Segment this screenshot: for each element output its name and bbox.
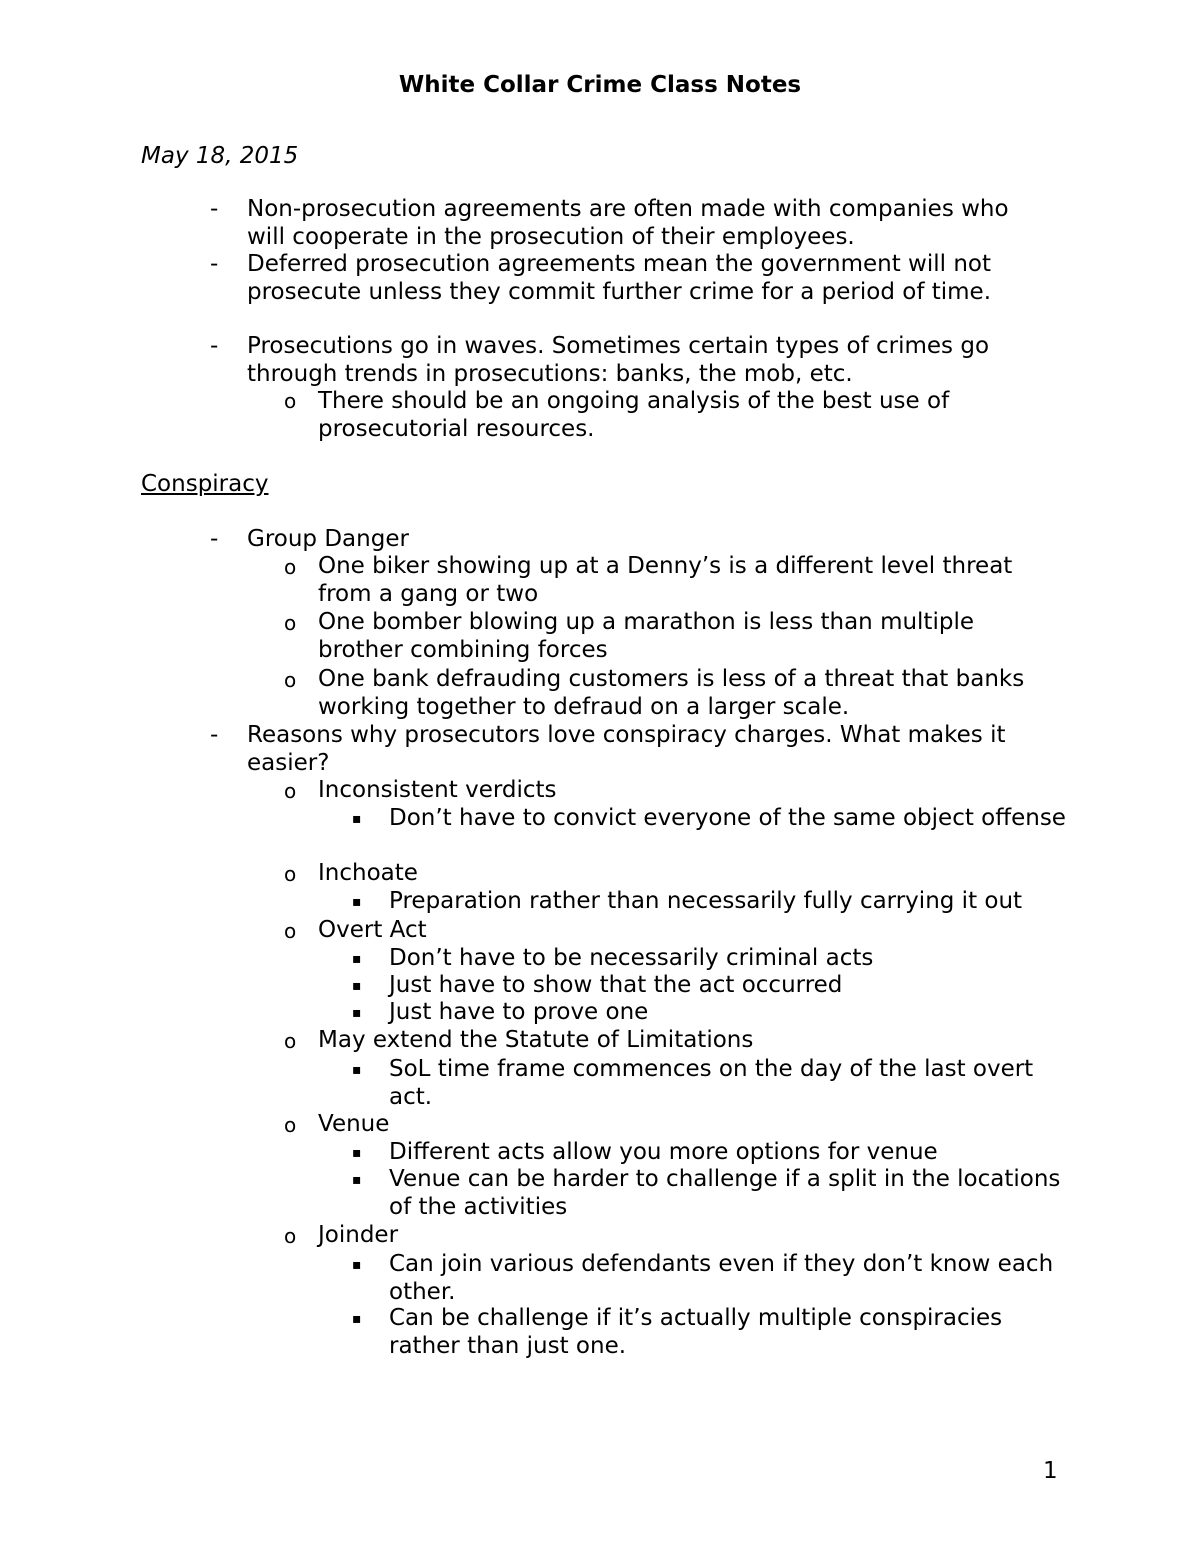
section-heading: Conspiracy — [141, 471, 269, 497]
list-item: Can join various defendants even if they don’t know each other. — [389, 1251, 1054, 1305]
circle-bullet: o — [284, 668, 297, 692]
circle-bullet: o — [284, 862, 297, 886]
list-item: Non-prosecution agreements are often made with companies who will cooperate in the prosecution of their employees. — [247, 196, 1009, 250]
dash-bullet: - — [210, 722, 219, 748]
list-item: One biker showing up at a Denny’s is a different level threat from a gang or two — [318, 553, 1013, 607]
list-item: Venue — [318, 1111, 390, 1137]
square-bullet: ▪ — [352, 1005, 362, 1021]
list-item: Don’t have to be necessarily criminal acts — [389, 945, 874, 971]
list-item: Joinder — [318, 1222, 399, 1248]
list-item: Can be challenge if it’s actually multiple conspiracies rather than just one. — [389, 1305, 1003, 1359]
square-bullet: ▪ — [352, 951, 362, 967]
page-number: 1 — [1043, 1458, 1058, 1484]
circle-bullet: o — [284, 555, 297, 579]
square-bullet: ▪ — [352, 1145, 362, 1161]
list-item: Prosecutions go in waves. Sometimes certain types of crimes go through trends in prosecutions: banks, the mob, etc. — [247, 333, 990, 387]
list-item: Reasons why prosecutors love conspiracy charges. What makes it easier? — [247, 722, 1006, 776]
circle-bullet: o — [284, 919, 297, 943]
list-item: Inconsistent verdicts — [318, 777, 557, 803]
list-item: Different acts allow you more options for venue — [389, 1139, 938, 1165]
list-item: Preparation rather than necessarily fully carrying it out — [389, 888, 1023, 914]
dash-bullet: - — [210, 526, 219, 552]
square-bullet: ▪ — [352, 978, 362, 994]
dash-bullet: - — [210, 251, 219, 277]
list-item: Group Danger — [247, 526, 409, 552]
list-item: Overt Act — [318, 917, 427, 943]
list-item: May extend the Statute of Limitations — [318, 1027, 754, 1053]
list-item: One bank defrauding customers is less of a threat that banks working together to defraud on a larger scale. — [318, 666, 1025, 720]
list-item: Inchoate — [318, 860, 418, 886]
circle-bullet: o — [284, 779, 297, 803]
list-item: Venue can be harder to challenge if a split in the locations of the activities — [389, 1166, 1061, 1220]
document-title: White Collar Crime Class Notes — [398, 72, 802, 98]
list-item: SoL time frame commences on the day of the last overt act. — [389, 1056, 1034, 1110]
circle-bullet: o — [284, 1029, 297, 1053]
circle-bullet: o — [284, 1113, 297, 1137]
list-item: Deferred prosecution agreements mean the government will not prosecute unless they commit further crime for a period of time. — [247, 251, 992, 305]
list-item: Just have to prove one — [389, 999, 649, 1025]
dash-bullet: - — [210, 196, 219, 222]
document-date: May 18, 2015 — [141, 143, 299, 169]
list-item: Don’t have to convict everyone of the same object offense — [389, 805, 1066, 831]
square-bullet: ▪ — [352, 1311, 362, 1327]
square-bullet: ▪ — [352, 1172, 362, 1188]
circle-bullet: o — [284, 1224, 297, 1248]
list-item: One bomber blowing up a marathon is less than multiple brother combining forces — [318, 609, 974, 663]
list-item: Just have to show that the act occurred — [389, 972, 843, 998]
list-item: There should be an ongoing analysis of the best use of prosecutorial resources. — [318, 388, 950, 442]
square-bullet: ▪ — [352, 894, 362, 910]
circle-bullet: o — [284, 611, 297, 635]
circle-bullet: o — [284, 389, 297, 413]
dash-bullet: - — [210, 333, 219, 359]
square-bullet: ▪ — [352, 1062, 362, 1078]
square-bullet: ▪ — [352, 811, 362, 827]
square-bullet: ▪ — [352, 1257, 362, 1273]
